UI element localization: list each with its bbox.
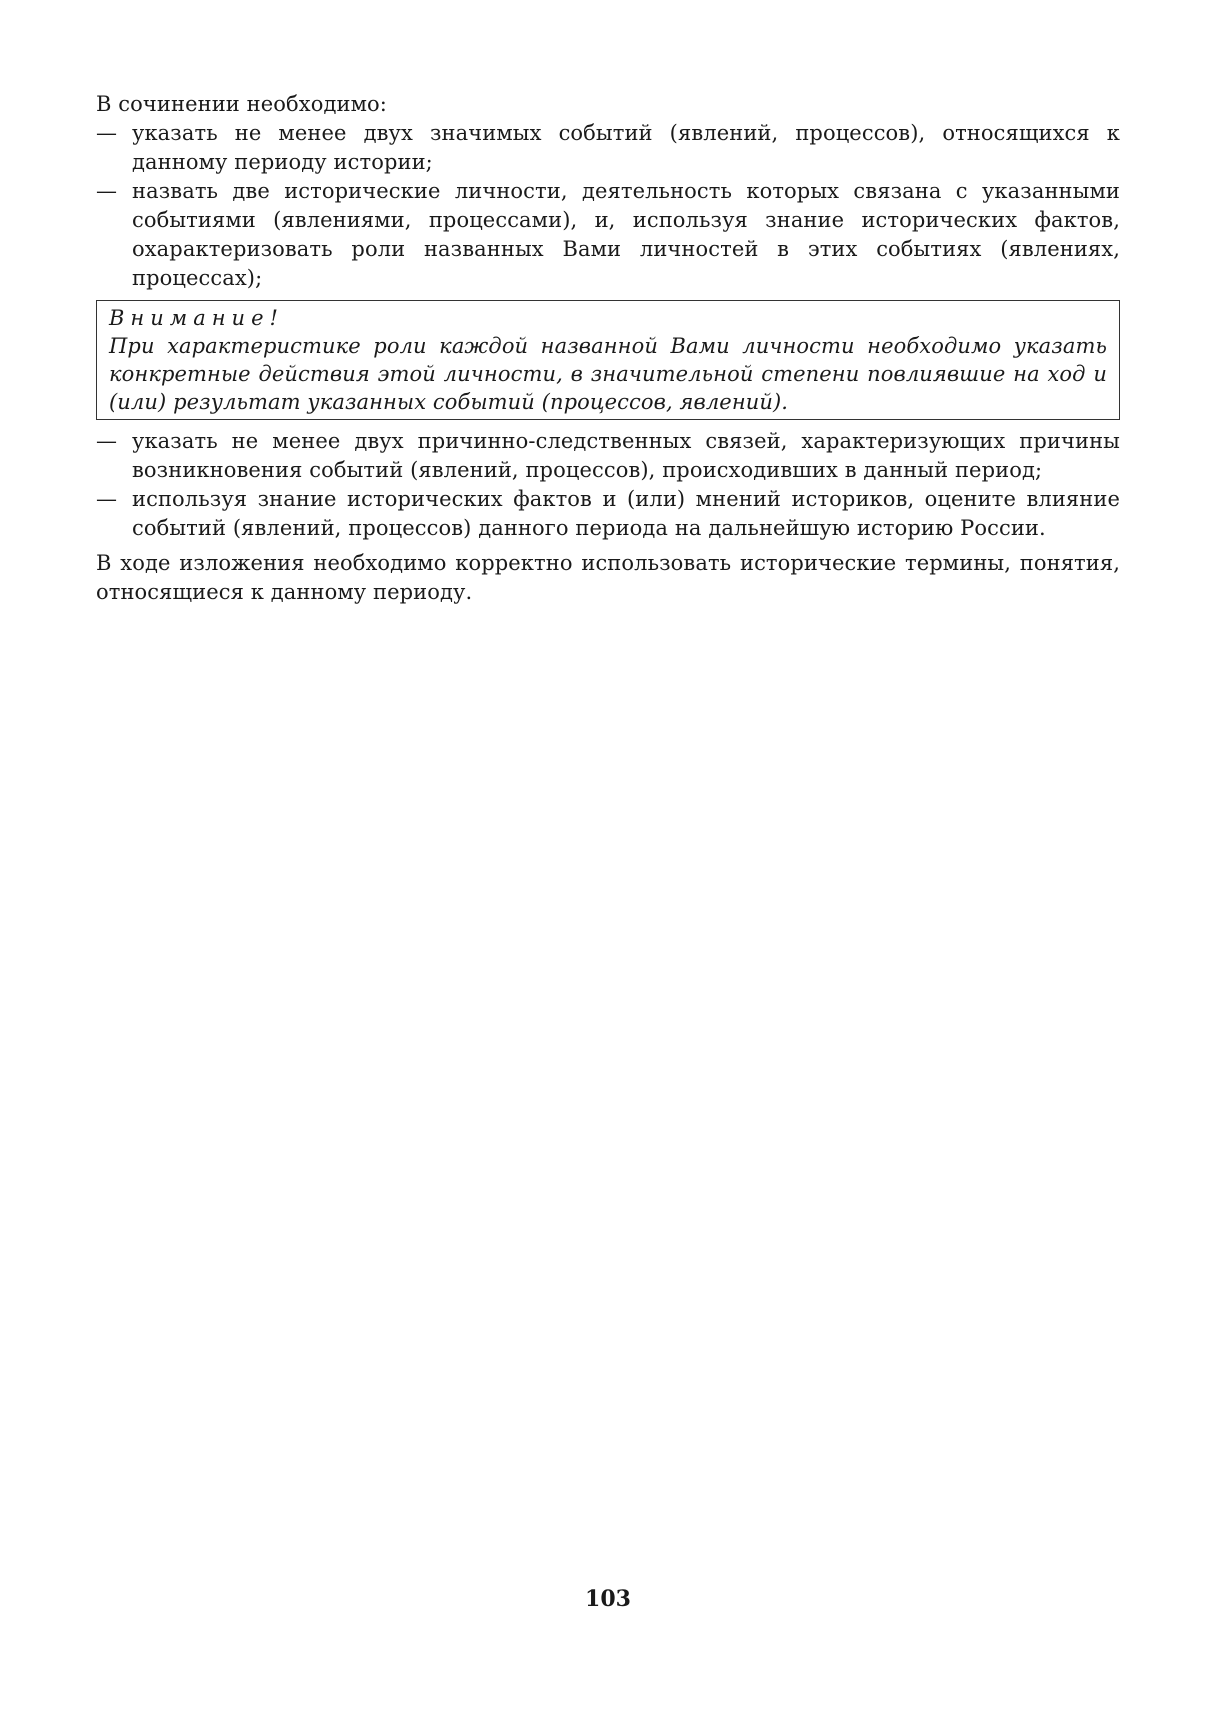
requirement-text: указать не менее двух причинно-следственных связей, характеризующих причины возникновения событий (явлений, процессов), происходивших в данный период;	[132, 429, 1120, 482]
attention-text: При характеристике роли каждой названной Вами личности необходимо указать конкретные действия этой личности, в значительной степени повлиявшие на ход и (или) результат указанных событий (процессов, явлений).	[109, 334, 1107, 414]
list-dash: —	[96, 429, 118, 453]
requirement-item	[96, 177, 1120, 293]
page-number: 103	[585, 1586, 631, 1612]
intro-text: В сочинении необходимо:	[96, 92, 387, 116]
requirement-text: используя знание исторических фактов и (или) мнений историков, оцените влияние событий (явлений, процессов) данного периода на дальнейшую историю России.	[132, 487, 1120, 540]
requirement-item	[96, 119, 1120, 177]
attention-title: Внимание!	[109, 306, 284, 330]
requirement-text: назвать две исторические личности, деятельность которых связана с указанными событиями (явлениями, процессами), и, используя знание исторических фактов, охарактеризовать роли названных Вами личностей в этих событиях (явлениях, процессах);	[132, 179, 1120, 290]
list-dash: —	[96, 179, 118, 203]
attention-box	[96, 300, 1120, 420]
final-paragraph: В ходе изложения необходимо корректно использовать исторические термины, понятия, относящиеся к данному периоду.	[96, 551, 1120, 604]
document-body	[96, 90, 1120, 628]
requirement-text: указать не менее двух значимых событий (явлений, процессов), относящихся к данному периоду истории;	[132, 121, 1120, 174]
list-dash: —	[96, 121, 118, 145]
requirement-item	[96, 485, 1120, 543]
requirement-item	[96, 427, 1120, 485]
list-dash: —	[96, 487, 118, 511]
